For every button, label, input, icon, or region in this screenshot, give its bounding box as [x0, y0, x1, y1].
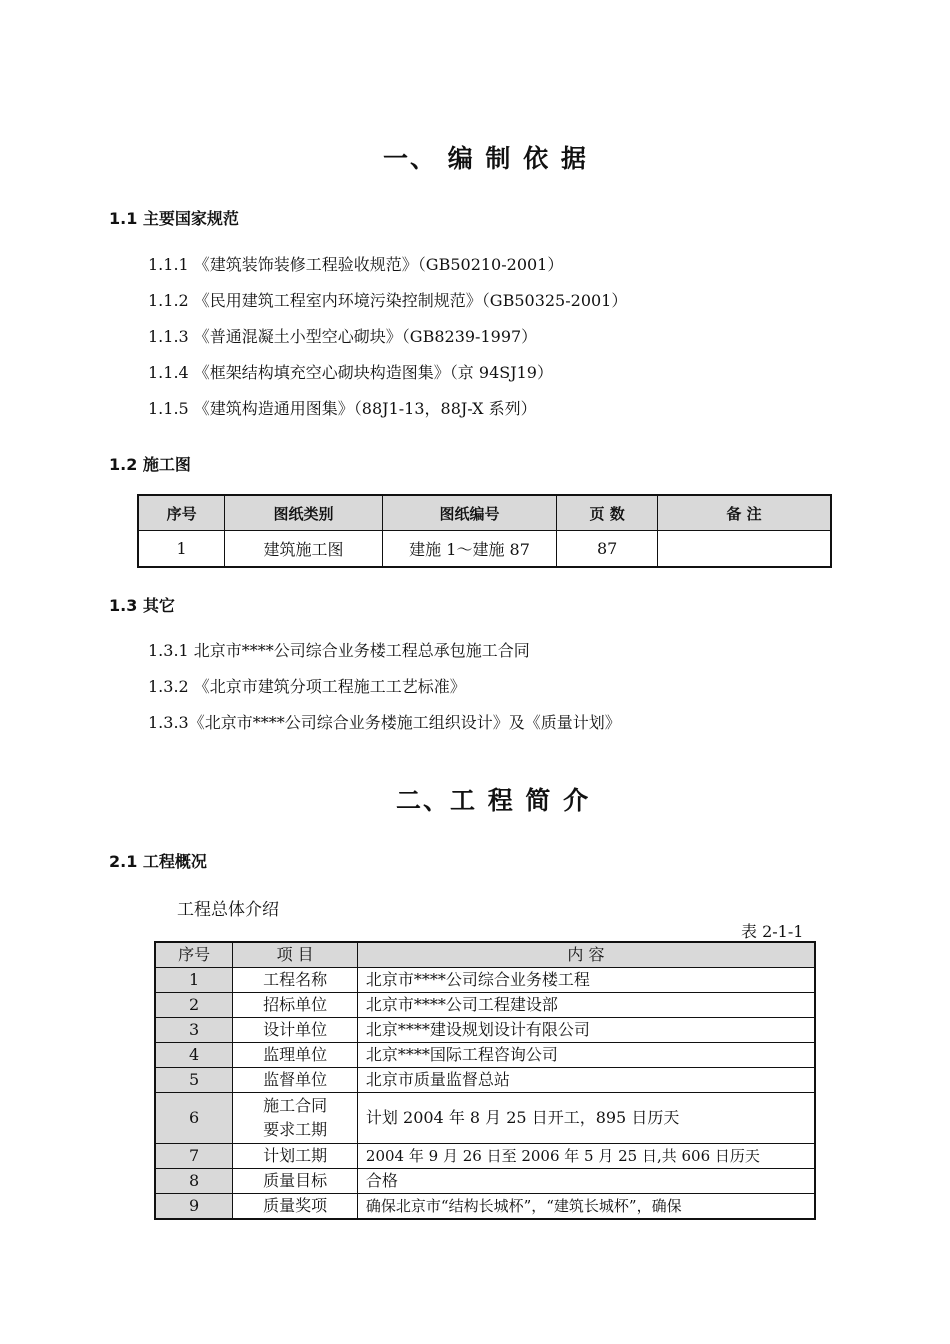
table-header: 备 注 — [658, 495, 831, 531]
row-item: 工程名称 — [233, 968, 358, 993]
heading-1-1: 1.1 主要国家规范 — [109, 209, 239, 228]
table-cell: 87 — [557, 531, 658, 568]
table-header: 序号 — [155, 942, 233, 968]
row-content: 北京****国际工程咨询公司 — [357, 1043, 815, 1068]
table-header: 图纸类别 — [225, 495, 383, 531]
row-item: 计划工期 — [233, 1144, 358, 1169]
list-item: 1.1.5 《建筑构造通用图集》（88J1-13，88J-X 系列） — [148, 399, 537, 418]
list-item: 1.1.2 《民用建筑工程室内环境污染控制规范》（GB50325-2001） — [148, 291, 628, 310]
table-row — [155, 1043, 815, 1068]
row-content: 北京市质量监督总站 — [357, 1068, 815, 1093]
table-header: 序号 — [138, 495, 225, 531]
row-content: 2004 年 9 月 26 日至 2006 年 5 月 25 日,共 606 日历天 — [357, 1144, 815, 1169]
table-header: 内 容 — [357, 942, 815, 968]
table-row — [155, 1169, 815, 1194]
row-item — [233, 1093, 358, 1144]
list-item: 1.1.3 《普通混凝土小型空心砌块》（GB8239-1997） — [148, 327, 538, 346]
list-item: 1.3.1 北京市****公司综合业务楼工程总承包施工合同 — [148, 641, 530, 660]
row-number: 6 — [155, 1093, 233, 1144]
table-header: 项 目 — [233, 942, 358, 968]
heading-1-3: 1.3 其它 — [109, 596, 175, 615]
heading-1-2: 1.2 施工图 — [109, 455, 191, 474]
row-number: 8 — [155, 1169, 233, 1194]
table-cell: 1 — [138, 531, 225, 568]
row-item: 设计单位 — [233, 1018, 358, 1043]
table-row — [155, 993, 815, 1018]
table-row — [155, 1144, 815, 1169]
table-header: 页 数 — [557, 495, 658, 531]
table-row — [155, 1194, 815, 1220]
row-item-line1: 施工合同 — [263, 1096, 328, 1115]
row-item: 质量目标 — [233, 1169, 358, 1194]
list-item: 1.1.4 《框架结构填充空心砌块构造图集》（京 94SJ19） — [148, 363, 553, 382]
row-item: 招标单位 — [233, 993, 358, 1018]
table-caption: 工程总体介绍 — [177, 900, 279, 920]
table-cell: 建筑施工图 — [225, 531, 383, 568]
table-row — [155, 1093, 815, 1144]
row-content: 合格 — [357, 1169, 815, 1194]
table-header: 图纸编号 — [382, 495, 556, 531]
row-number: 4 — [155, 1043, 233, 1068]
row-number: 7 — [155, 1144, 233, 1169]
table-row — [155, 1018, 815, 1043]
row-number: 2 — [155, 993, 233, 1018]
overview-table — [154, 941, 816, 1220]
row-content: 确保北京市“结构长城杯”，“建筑长城杯”，确保 — [357, 1194, 815, 1220]
row-item-line2: 要求工期 — [263, 1120, 328, 1139]
table-row — [138, 531, 831, 568]
list-item: 1.1.1 《建筑装饰装修工程验收规范》（GB50210-2001） — [148, 255, 564, 274]
row-item: 质量奖项 — [233, 1194, 358, 1220]
row-content: 计划 2004 年 8 月 25 日开工，895 日历天 — [357, 1093, 815, 1144]
list-item: 1.3.2 《北京市建筑分项工程施工工艺标准》 — [148, 677, 466, 696]
row-item: 监督单位 — [233, 1068, 358, 1093]
row-item: 监理单位 — [233, 1043, 358, 1068]
table-number: 表 2-1-1 — [741, 922, 804, 941]
row-number: 1 — [155, 968, 233, 993]
table-row — [155, 968, 815, 993]
section1-title: 一、 编 制 依 据 — [383, 144, 588, 173]
table-cell: 建施 1～建施 87 — [382, 531, 556, 568]
row-number: 5 — [155, 1068, 233, 1093]
table-cell — [658, 531, 831, 568]
list-item: 1.3.3《北京市****公司综合业务楼施工组织设计》及《质量计划》 — [148, 713, 621, 732]
row-number: 3 — [155, 1018, 233, 1043]
heading-2-1: 2.1 工程概况 — [109, 852, 207, 871]
table-row — [155, 1068, 815, 1093]
row-content: 北京****建设规划设计有限公司 — [357, 1018, 815, 1043]
section2-title: 二、工 程 简 介 — [396, 786, 591, 815]
row-content: 北京市****公司工程建设部 — [357, 993, 815, 1018]
row-number: 9 — [155, 1194, 233, 1220]
row-content: 北京市****公司综合业务楼工程 — [357, 968, 815, 993]
drawing-table — [137, 494, 832, 568]
